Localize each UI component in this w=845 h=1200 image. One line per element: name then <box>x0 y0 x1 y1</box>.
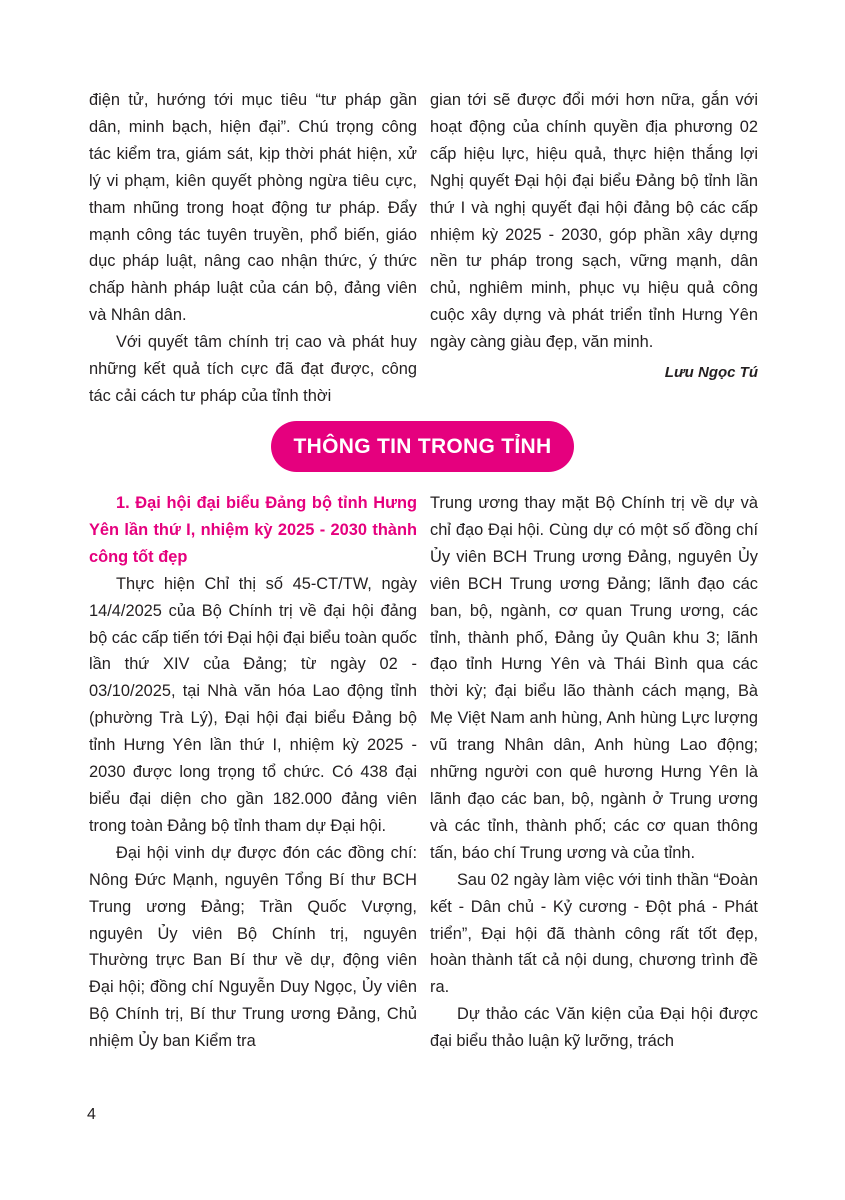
paragraph: Đại hội vinh dự được đón các đồng chí: Nông Đức Mạnh, nguyên Tổng Bí thư BCH Trung ương Đảng; Trần Quốc Vượng, nguyên Ủy viên Bộ Chính trị, nguyên Thường trực Ban Bí thư về dự, động viên Đại hội; đồng chí Nguyễn Duy Ngọc, Ủy viên Bộ Chính trị, Bí thư Trung ương Đảng, Chủ nhiệm Ủy ban Kiểm tra <box>89 843 417 1051</box>
author-signature: Lưu Ngọc Tú <box>664 364 758 382</box>
column-top-left <box>89 87 417 410</box>
paragraph: điện tử, hướng tới mục tiêu “tư pháp gần dân, minh bạch, hiện đại”. Chú trọng công tác kiểm tra, giám sát, kịp thời phát hiện, xử lý vi phạm, kiên quyết phòng ngừa tiêu cực, tham nhũng trong hoạt động tư pháp. Đẩy mạnh công tác tuyên truyền, phổ biến, giáo dục pháp luật, nâng cao nhận thức, ý thức chấp hành pháp luật của cán bộ, đảng viên và Nhân dân. <box>89 91 417 325</box>
paragraph: gian tới sẽ được đổi mới hơn nữa, gắn với hoạt động của chính quyền địa phương 02 cấp hiệu lực, hiệu quả, thực hiện thắng lợi Nghị quyết Đại hội đại biểu Đảng bộ tỉnh lần thứ I và nghị quyết đại hội đảng bộ các cấp nhiệm kỳ 2025 - 2030, góp phần xây dựng nền tư pháp trong sạch, vững mạnh, dân chủ, nghiêm minh, phục vụ hiệu quả công cuộc xây dựng và phát triển tỉnh Hưng Yên ngày càng giàu đẹp, văn minh. <box>430 91 758 352</box>
paragraph: Thực hiện Chỉ thị số 45-CT/TW, ngày 14/4/2025 của Bộ Chính trị về đại hội đảng bộ các cấp tiến tới Đại hội đại biểu toàn quốc lần thứ XIV của Đảng; từ ngày 02 - 03/10/2025, tại Nhà văn hóa Lao động tỉnh (phường Trà Lý), Đại hội đại biểu Đảng bộ tỉnh Hưng Yên lần thứ I, nhiệm kỳ 2025 - 2030 được long trọng tổ chức. Có 438 đại biểu đại diện cho gần 182.000 đảng viên trong toàn Đảng bộ tỉnh tham dự Đại hội. <box>89 574 417 835</box>
section-banner <box>271 421 574 472</box>
column-top-right <box>430 87 758 387</box>
column-bottom-right <box>430 490 758 1055</box>
paragraph: Trung ương thay mặt Bộ Chính trị về dự và chỉ đạo Đại hội. Cùng dự có một số đồng chí Ủy viên BCH Trung ương Đảng, nguyên Ủy viên BCH Trung ương Đảng; lãnh đạo các ban, bộ, ngành, cơ quan Trung ương, các tỉnh, thành phố, Đảng ủy Quân khu 3; lãnh đạo tỉnh Hưng Yên và Thái Bình qua các thời kỳ; đại biểu lão thành cách mạng, Bà Mẹ Việt Nam anh hùng, Anh hùng Lực lượng vũ trang Nhân dân, Anh hùng Lao động; những người con quê hương Hưng Yên là lãnh đạo các ban, bộ, ngành ở Trung ương và các tỉnh, thành phố; các cơ quan thông tấn, báo chí Trung ương và của tỉnh. <box>430 494 758 862</box>
page-number: 4 <box>87 1106 96 1123</box>
article-heading: 1. Đại hội đại biểu Đảng bộ tỉnh Hưng Yên lần thứ I, nhiệm kỳ 2025 - 2030 thành công tốt đẹp <box>89 494 417 566</box>
paragraph: Dự thảo các Văn kiện của Đại hội được đại biểu thảo luận kỹ lưỡng, trách <box>430 1005 758 1051</box>
column-bottom-left <box>89 490 417 1055</box>
paragraph: Với quyết tâm chính trị cao và phát huy những kết quả tích cực đã đạt được, công tác cải cách tư pháp của tỉnh thời <box>89 333 417 405</box>
paragraph: Sau 02 ngày làm việc với tinh thần “Đoàn kết - Dân chủ - Kỷ cương - Đột phá - Phát triển”, Đại hội đã thành công rất tốt đẹp, hoàn thành tất cả nội dung, chương trình đề ra. <box>430 870 758 997</box>
section-title: THÔNG TIN TRONG TỈNH <box>293 434 552 458</box>
